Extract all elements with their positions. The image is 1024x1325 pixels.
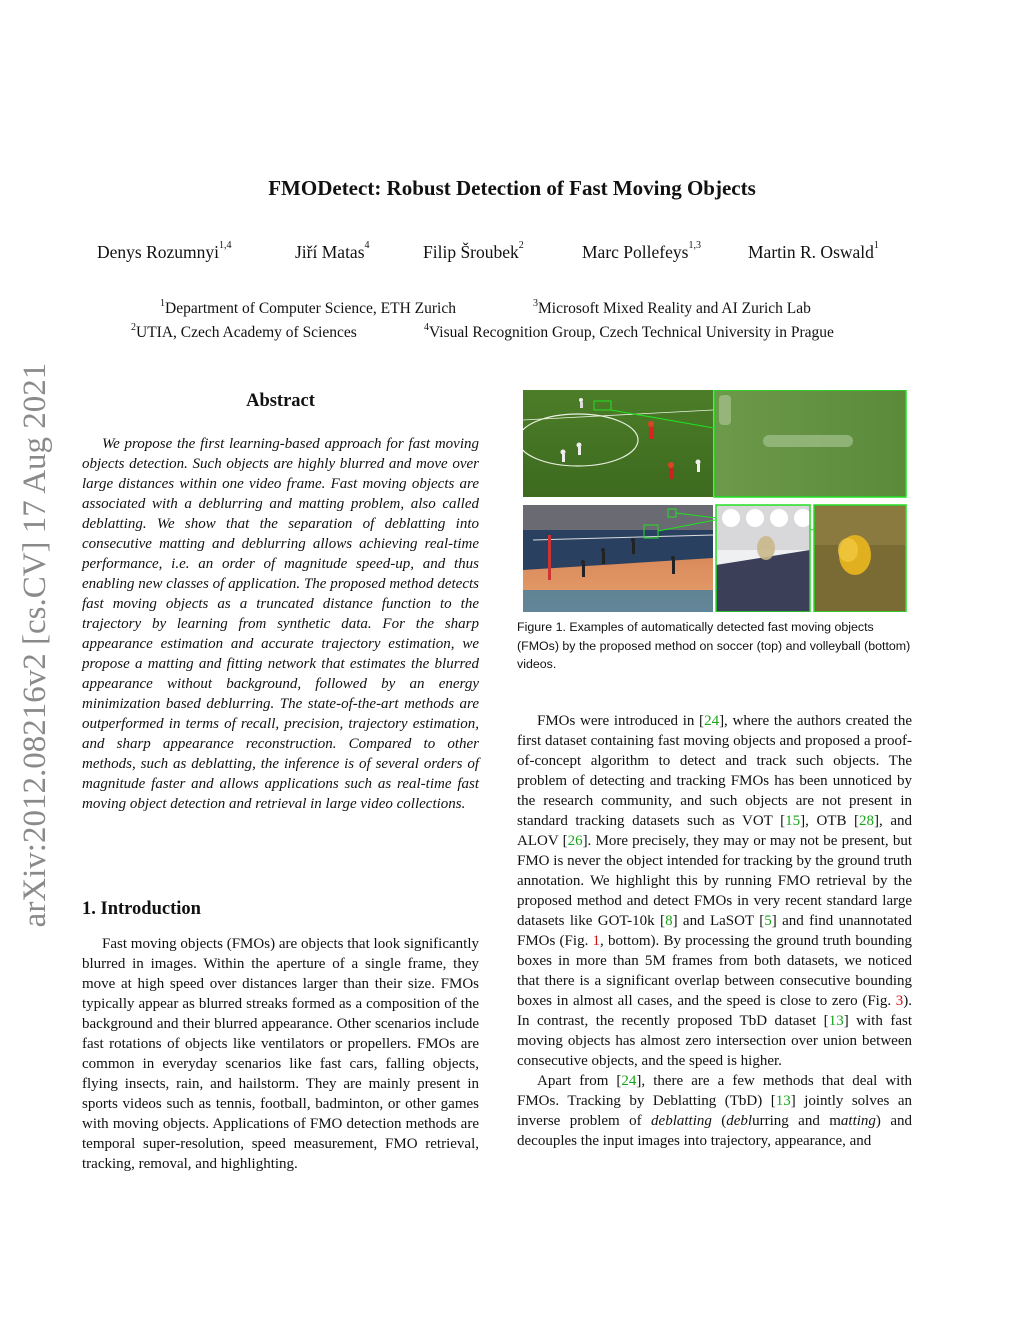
figure-1 (523, 390, 907, 612)
body-text: ] and LaSOT [ (672, 913, 765, 929)
paragraph-methods (517, 1071, 912, 1151)
citation-link[interactable]: 24 (621, 1073, 637, 1089)
body-text: ). In contrast, the recently proposed TbD dataset [ (517, 993, 912, 1029)
body-text: ], OTB [ (800, 813, 860, 829)
volleyball-zoom-2 (814, 505, 906, 612)
author-3: Filip Šroubek$^2$ (423, 240, 524, 262)
soccer-frame (523, 390, 714, 497)
volleyball-zoom-1 (716, 505, 812, 612)
figure-ref-link[interactable]: 1 (592, 933, 601, 949)
body-text: , bottom). By processing the ground truth bounding boxes in more than 5M frames from both datasets, we noticed that there is a significant overlap between consecutive bounding boxes in almost all cases, and the speed is close to zero (Fig. (517, 933, 912, 1009)
citation-link[interactable]: 5 (764, 913, 772, 929)
emphasis-text: atting (840, 1113, 876, 1129)
abstract-text: We propose the first learning-based approach for fast moving objects detection. Such objects are highly blurred and move over large distances within one video frame. Fast moving objects are associated with a deblurring and matting problem, also called deblatting. We show that the separation of deblatting into consecutive matting and deblurring allows achieving real-time performance, i.e. an order of magnitude speed-up, and thus enabling new classes of application. The proposed method detects fast moving objects as a truncated distance function to the trajectory by learning from synthetic data. For the sharp appearance estimation and accurate trajectory estimation, we propose a matting and fitting network that estimates the blurred appearance without background, followed by an energy minimization based deblurring. The state-of-the-art methods are outperformed in terms of recall, precision, trajectory estimation, and sharp appearance reconstruction. Compared to other methods, such as deblatting, the inference is of several orders of magnitude faster and allows applications such as real-time fast moving object detection and retrieval in large video collections. (82, 436, 479, 812)
affiliation-3: $^3$Microsoft Mixed Reality and AI Zurich Lab (533, 298, 811, 317)
citation-link[interactable]: 24 (704, 713, 720, 729)
right-column-body (517, 711, 912, 1151)
arxiv-id: arXiv:2012.08216v2 [cs.CV] 17 Aug 2021 (17, 362, 53, 928)
author-1: Denys Rozumnyi$^{1,4}$ (97, 240, 232, 262)
intro-heading: 1. Introduction (82, 899, 201, 919)
body-text: ], there are a few methods that deal with FMOs. Tracking by Deblatting (TbD) [ (517, 1073, 912, 1109)
body-text: urring and m (752, 1113, 841, 1129)
body-text: ) and decouples the input images into trajectory, appearance, and (517, 1113, 912, 1149)
body-text: ], and ALOV [ (517, 813, 913, 849)
emphasis-text: debl (726, 1113, 753, 1129)
body-text: ] with fast moving objects has almost zero intersection over union between consecutive objects, and the speed is higher. (517, 1013, 912, 1069)
paper-title: FMODetect: Robust Detection of Fast Moving Objects (268, 176, 756, 200)
body-text: ]. More precisely, they may or may not be present, but FMO is never the object intended for tracking by the ground truth annotation. We highlight this by running FMO retrieval by the proposed method and detect FMOs in very recent standard large datasets like GOT-10k [ (517, 833, 912, 929)
body-text: ] jointly solves an inverse problem of (517, 1093, 912, 1129)
author-4: Marc Pollefeys$^{1,3}$ (582, 240, 701, 262)
soccer-zoom (714, 390, 906, 497)
author-2: Jiří Matas$^4$ (295, 240, 370, 262)
affiliation-4: $^4$Visual Recognition Group, Czech Technical University in Prague (424, 322, 834, 341)
citation-link[interactable]: 13 (828, 1013, 844, 1029)
citation-link[interactable]: 8 (665, 913, 673, 929)
intro-text: Fast moving objects (FMOs) are objects that look significantly blurred in images. Within the aperture of a single frame, they move at high speed over distances larger than their size. FMOs typically appear as blurred streaks formed as a composition of the background and their blurred appearance. Other scenarios include fast rotations of objects like ventilators or propellers. FMOs are common in everyday scenarios like fast cars, falling objects, flying insects, rain, and hailstorm. They are mainly present in sports videos such as tennis, football, badminton, or other games with moving objects. Applications of FMO detection methods are temporal super-resolution, speed measurement, FMO retrieval, tracking, removal, and highlighting. (82, 936, 479, 1172)
affiliation-1: $^1$Department of Computer Science, ETH Zurich (160, 298, 456, 317)
affiliation-2: $^2$UTIA, Czech Academy of Sciences (131, 322, 357, 341)
body-text: ] and find unannotated FMOs (Fig. (517, 913, 912, 949)
paragraph-fmo-intro (517, 711, 912, 1071)
body-text: ( (711, 1113, 727, 1129)
arxiv-stamp (10, 345, 60, 945)
body-text: ], where the authors created the first dataset containing fast moving objects and proposed a proof-of-concept algorithm to detect and track such objects. The problem of detecting and tracking FMOs has been unnoticed by the research community, and such objects are not present in standard tracking datasets such as VOT [ (517, 713, 912, 829)
body-text: FMOs were introduced in [ (537, 713, 705, 729)
citation-link[interactable]: 28 (859, 813, 875, 829)
citation-link[interactable]: 13 (775, 1093, 791, 1109)
emphasis-text: deblatting (651, 1113, 712, 1129)
author-5: Martin R. Oswald$^1$ (748, 240, 879, 262)
abstract-heading: Abstract (246, 391, 315, 411)
body-text: Apart from [ (537, 1073, 622, 1089)
figure-ref-link[interactable]: 3 (895, 993, 904, 1009)
citation-link[interactable]: 15 (785, 813, 801, 829)
citation-link[interactable]: 26 (567, 833, 583, 849)
figure-1-caption: Figure 1. Examples of automatically detected fast moving objects (FMOs) by the proposed method on soccer (top) and volleyball (bottom) videos. (517, 620, 911, 671)
